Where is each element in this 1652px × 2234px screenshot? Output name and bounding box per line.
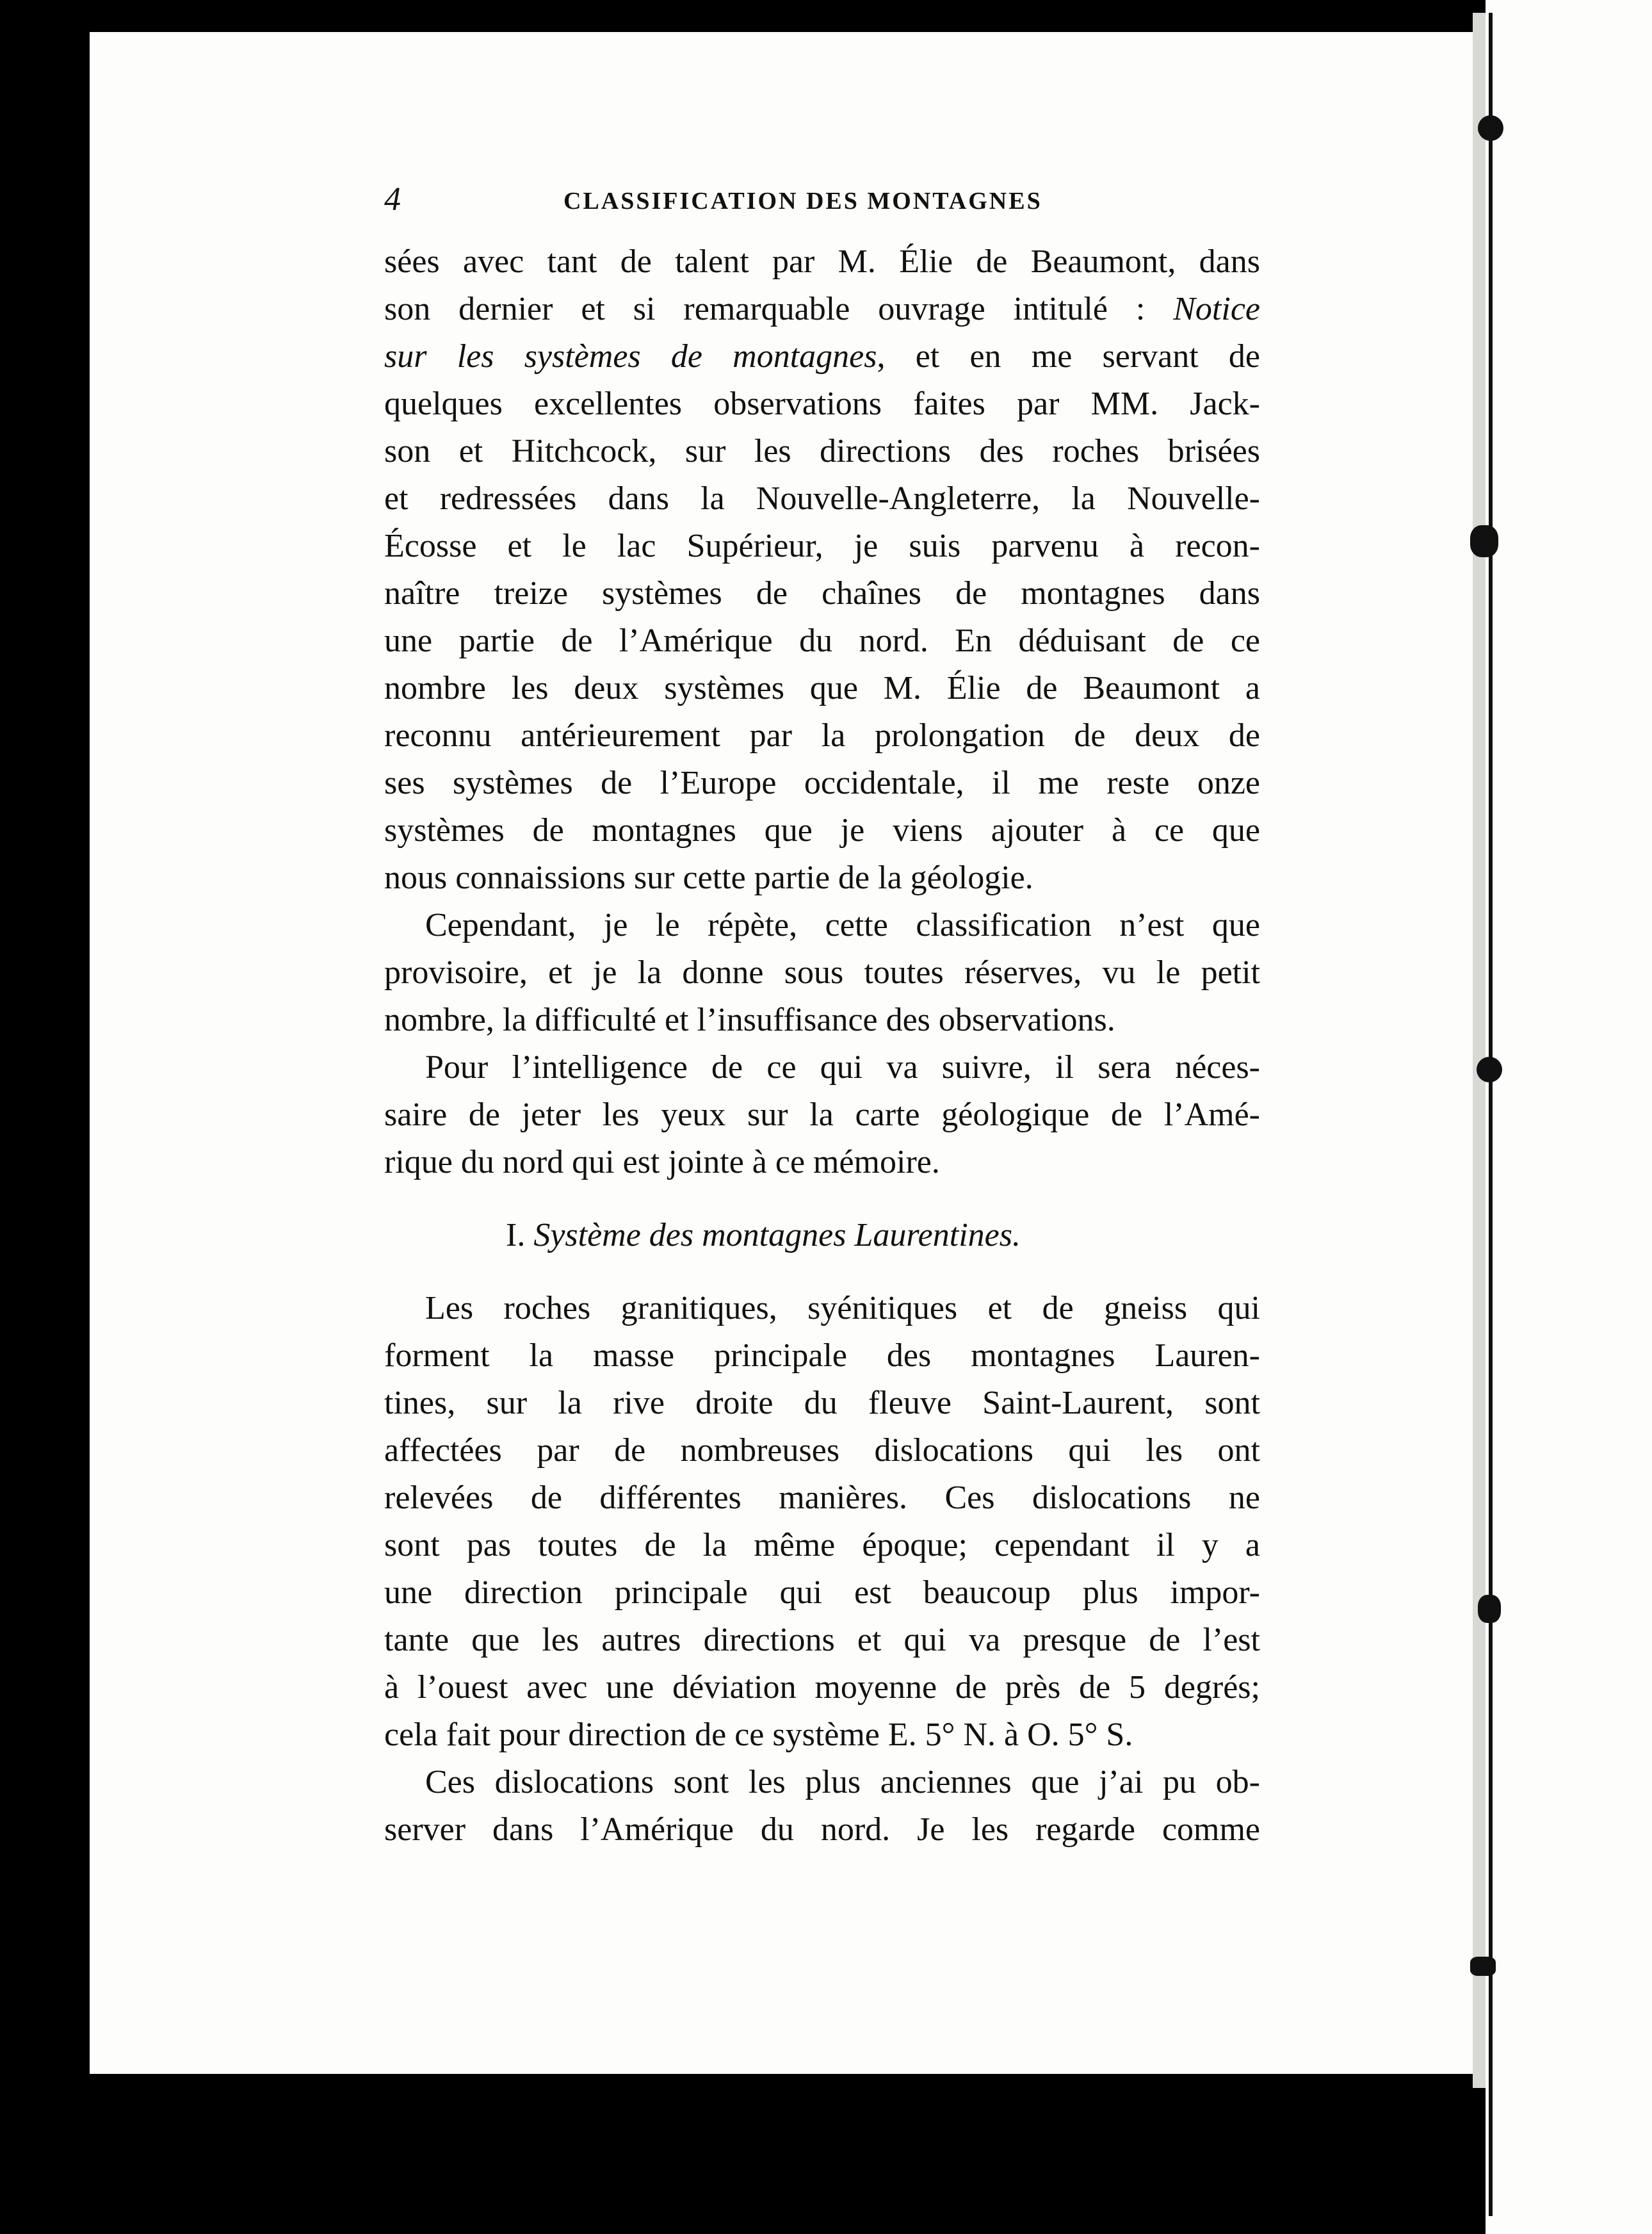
paragraph: [384, 902, 1260, 1044]
text-line: reconnu antérieurement par la prolongation de deux de: [384, 717, 1260, 754]
text-line: server dans l’Amérique du nord. Je les regarde comme: [384, 1811, 1260, 1848]
text-line: Ces dislocations sont les plus anciennes que j’ai pu ob-: [425, 1764, 1260, 1800]
text-line: sont pas toutes de la même époque; cependant il y a: [384, 1527, 1260, 1563]
text-line: et redressées dans la Nouvelle-Angleterre, la Nouvelle-: [384, 480, 1260, 517]
text-line: affectées par de nombreuses dislocations qui les ont: [384, 1432, 1260, 1469]
text-line: une partie de l’Amérique du nord. En déduisant de ce: [384, 623, 1260, 659]
text-span: , et en me servant de: [877, 338, 1261, 375]
text-line: tines, sur la rive droite du fleuve Saint-Laurent, sont: [384, 1385, 1260, 1421]
text-line: son et Hitchcock, sur les directions des roches brisées: [384, 433, 1260, 469]
text-line: sées avec tant de talent par M. Élie de Beaumont, dans: [384, 243, 1260, 280]
paragraph: [384, 1285, 1260, 1759]
page-header: [384, 181, 1357, 232]
text-line: systèmes de montagnes que je viens ajouter à ce que: [384, 812, 1260, 849]
text-line: Cependant, je le répète, cette classification n’est que: [425, 907, 1260, 943]
text-line: Pour l’intelligence de ce qui va suivre, il sera néces-: [425, 1049, 1260, 1086]
binding-mark: [1478, 1595, 1501, 1623]
binding-mark: [1478, 115, 1503, 141]
paragraph: [384, 1759, 1260, 1854]
text-line: nous connaissions sur cette partie de la géologie.: [384, 860, 1033, 896]
text-line: une direction principale qui est beaucoup plus impor-: [384, 1574, 1260, 1611]
binding-mark: [1470, 1957, 1496, 1976]
running-head: CLASSIFICATION DES MONTAGNES: [563, 188, 1042, 215]
paragraph: [384, 1044, 1260, 1186]
text-line: Écosse et le lac Supérieur, je suis parvenu à recon-: [384, 528, 1260, 564]
facing-page-margin: [1486, 0, 1652, 2234]
binding-line: [1489, 13, 1493, 2216]
section-title: Système des montagnes Laurentines.: [533, 1217, 1021, 1253]
text-line: rique du nord qui est jointe à ce mémoire.: [384, 1144, 940, 1180]
page-number: 4: [384, 181, 401, 218]
text-line: quelques excellentes observations faites par MM. Jack-: [384, 386, 1260, 422]
text-line: tante que les autres directions et qui va presque de l’est: [384, 1622, 1260, 1658]
italic-title: sur les systèmes de montagnes: [384, 338, 877, 375]
binding-mark: [1477, 1057, 1502, 1082]
text-line: [384, 286, 1260, 333]
italic-title: Notice: [1173, 291, 1260, 327]
section-heading: [384, 1212, 1260, 1259]
text-line: ses systèmes de l’Europe occidentale, il me reste onze: [384, 765, 1260, 801]
binding-mark: [1470, 525, 1498, 557]
text-line: naître treize systèmes de chaînes de montagnes dans: [384, 575, 1260, 612]
body-text: [384, 238, 1260, 1854]
text-line: nombre, la difficulté et l’insuffisance des observations.: [384, 1002, 1115, 1038]
text-line: relevées de différentes manières. Ces dislocations ne: [384, 1480, 1260, 1516]
text-line: nombre les deux systèmes que M. Élie de Beaumont a: [384, 670, 1260, 706]
text-line: [384, 333, 1260, 380]
text-line: cela fait pour direction de ce système E. 5° N. à O. 5° S.: [384, 1716, 1133, 1753]
text-line: provisoire, et je la donne sous toutes réserves, vu le petit: [384, 954, 1260, 991]
text-line: saire de jeter les yeux sur la carte géologique de l’Amé-: [384, 1097, 1260, 1133]
paragraph: [384, 238, 1260, 902]
text-line: à l’ouest avec une déviation moyenne de près de 5 degrés;: [384, 1669, 1260, 1706]
section-number: I.: [506, 1217, 526, 1253]
text-line: Les roches granitiques, syénitiques et de gneiss qui: [425, 1290, 1260, 1326]
page-edge-shadow: [1473, 13, 1486, 2088]
text-line: forment la masse principale des montagnes Lauren-: [384, 1337, 1260, 1374]
text-span: son dernier et si remarquable ouvrage intitulé :: [384, 291, 1146, 327]
